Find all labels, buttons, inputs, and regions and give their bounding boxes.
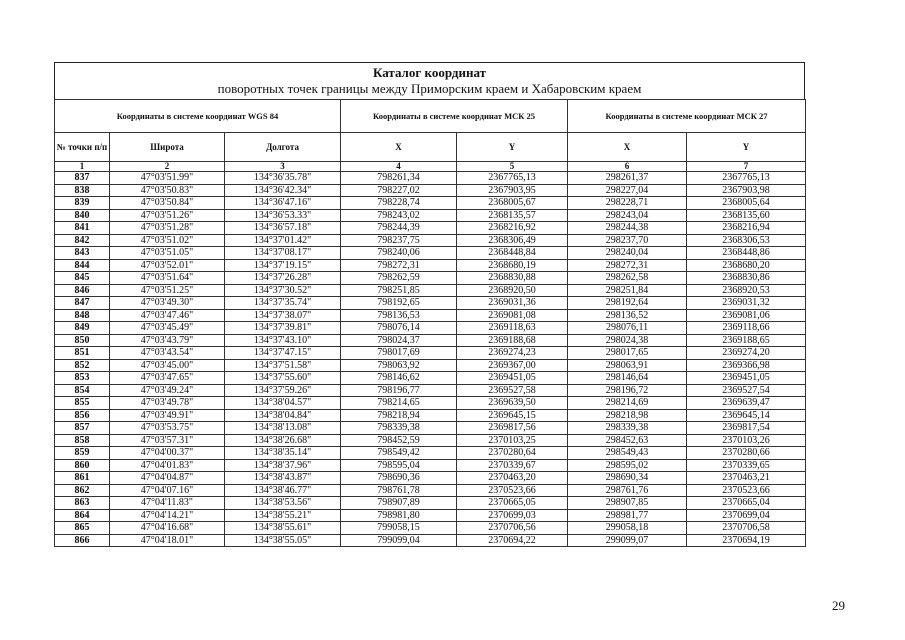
system-msk25-header: Координаты в системе координат МСК 25 [341,100,568,133]
col-number: 7 [687,162,806,172]
table-row [55,384,806,397]
msk25-y-cell: 2370463,20 [457,472,568,485]
table-row [55,197,806,210]
table-row [55,272,806,285]
msk25-x-cell: 798272,31 [341,259,457,272]
longitude-cell: 134°38'04.84" [225,409,341,422]
point-number-cell: 860 [55,459,110,472]
msk25-y-cell: 2370339,67 [457,459,568,472]
longitude-cell: 134°38'55.21" [225,509,341,522]
msk27-x-cell: 298549,43 [568,447,687,460]
msk25-x-cell: 798237,75 [341,234,457,247]
msk25-x-cell: 798228,74 [341,197,457,210]
msk25-y-cell: 2370103,25 [457,434,568,447]
longitude-cell: 134°38'46.77" [225,484,341,497]
msk25-y-cell: 2368216,92 [457,222,568,235]
latitude-cell: 47°03'51.26" [110,209,225,222]
point-number-cell: 842 [55,234,110,247]
msk27-y-cell: 2369645,14 [687,409,806,422]
table-row [55,459,806,472]
latitude-cell: 47°03'57.31" [110,434,225,447]
table-row [55,259,806,272]
point-number-cell: 864 [55,509,110,522]
latitude-cell: 47°03'49.24" [110,384,225,397]
msk27-y-cell: 2369274,20 [687,347,806,360]
point-number-cell: 838 [55,184,110,197]
msk27-y-cell: 2369081,06 [687,309,806,322]
msk25-x-cell: 798136,53 [341,309,457,322]
column-header-row [55,133,806,162]
longitude-cell: 134°36'42.34" [225,184,341,197]
msk27-y-cell: 2368216,94 [687,222,806,235]
longitude-cell: 134°37'38.07" [225,309,341,322]
msk27-x-cell: 298339,38 [568,422,687,435]
point-number-cell: 858 [55,434,110,447]
msk27-x-cell: 298761,76 [568,484,687,497]
msk27-x-cell: 298218,98 [568,409,687,422]
msk25-x-cell: 798192,65 [341,297,457,310]
longitude-cell: 134°37'26.28" [225,272,341,285]
longitude-cell: 134°37'19.15" [225,259,341,272]
msk27-x-cell: 298262,58 [568,272,687,285]
msk25-y-cell: 2368306,49 [457,234,568,247]
msk25-x-cell: 798243,02 [341,209,457,222]
point-number-cell: 861 [55,472,110,485]
point-number-cell: 847 [55,297,110,310]
msk25-y-cell: 2370699,03 [457,509,568,522]
longitude-cell: 134°38'35.14" [225,447,341,460]
table-row [55,359,806,372]
point-number-cell: 862 [55,484,110,497]
latitude-cell: 47°03'47.65" [110,372,225,385]
msk27-x-cell: 298192,64 [568,297,687,310]
msk27-x-cell: 298228,71 [568,197,687,210]
msk27-y-cell: 2370339,65 [687,459,806,472]
col-number: 2 [110,162,225,172]
msk27-x-cell: 298227,04 [568,184,687,197]
msk27-y-cell: 2368680,20 [687,259,806,272]
point-number-cell: 845 [55,272,110,285]
msk27-x-cell: 299058,18 [568,522,687,535]
table-row [55,309,806,322]
latitude-cell: 47°03'49.91" [110,409,225,422]
system-wgs84-header: Координаты в системе координат WGS 84 [55,100,341,133]
coordinate-catalog-sheet [54,62,805,547]
latitude-cell: 47°03'50.83" [110,184,225,197]
msk27-y-cell: 2368920,53 [687,284,806,297]
system-header-row [55,100,806,133]
msk25-x-cell: 798244,39 [341,222,457,235]
longitude-cell: 134°37'30.52" [225,284,341,297]
msk27-y-cell: 2370523,66 [687,484,806,497]
msk25-x-cell: 798907,89 [341,497,457,510]
latitude-cell: 47°03'45.49" [110,322,225,335]
longitude-cell: 134°37'08.17" [225,247,341,260]
table-row [55,234,806,247]
msk25-y-cell: 2368005,67 [457,197,568,210]
msk25-y-cell: 2370280,64 [457,447,568,460]
catalog-title: Каталог координат [372,65,486,80]
longitude-cell: 134°38'43.87" [225,472,341,485]
msk27-y-cell: 2370103,26 [687,434,806,447]
msk27-y-cell: 2370280,66 [687,447,806,460]
latitude-cell: 47°04'00.37" [110,447,225,460]
col-number: 3 [225,162,341,172]
msk27-x-cell: 298251,84 [568,284,687,297]
msk27-x-cell: 298136,52 [568,309,687,322]
latitude-cell: 47°03'51.02" [110,234,225,247]
msk25-x-cell: 798339,38 [341,422,457,435]
longitude-cell: 134°38'53.56" [225,497,341,510]
table-row [55,447,806,460]
msk25-y-cell: 2370665,05 [457,497,568,510]
latitude-cell: 47°03'43.79" [110,334,225,347]
longitude-cell: 134°36'53.33" [225,209,341,222]
table-row [55,184,806,197]
latitude-cell: 47°03'49.30" [110,297,225,310]
col-number: 5 [457,162,568,172]
msk25-y-cell: 2369817,56 [457,422,568,435]
point-number-cell: 851 [55,347,110,360]
msk25-x-cell: 798452,59 [341,434,457,447]
msk27-y-cell: 2370694,19 [687,534,806,547]
table-row [55,497,806,510]
msk27-y-cell: 2370699,04 [687,509,806,522]
msk27-x-cell: 298595,02 [568,459,687,472]
msk27-x-cell: 298244,38 [568,222,687,235]
point-number-cell: 856 [55,409,110,422]
latitude-cell: 47°04'18.01" [110,534,225,547]
msk27-y-cell: 2369118,66 [687,322,806,335]
point-number-cell: 866 [55,534,110,547]
msk25-y-cell: 2369451,05 [457,372,568,385]
msk27-y-cell: 2370665,04 [687,497,806,510]
longitude-cell: 134°38'13.08" [225,422,341,435]
latitude-cell: 47°03'47.46" [110,309,225,322]
table-row [55,334,806,347]
msk25-x-cell: 798017,69 [341,347,457,360]
msk25-x-cell: 798218,94 [341,409,457,422]
longitude-cell: 134°37'47.15" [225,347,341,360]
table-row [55,222,806,235]
msk25-y-cell: 2368680,19 [457,259,568,272]
table-row [55,484,806,497]
latitude-cell: 47°03'49.78" [110,397,225,410]
msk27-y-cell: 2369639,47 [687,397,806,410]
point-number-cell: 848 [55,309,110,322]
longitude-cell: 134°38'26.68" [225,434,341,447]
msk25-x-cell: 798261,34 [341,172,457,185]
col-number: 6 [568,162,687,172]
msk25-x-cell: 799058,15 [341,522,457,535]
col-number: 1 [55,162,110,172]
msk25-x-cell: 798146,62 [341,372,457,385]
longitude-cell: 134°37'01.42" [225,234,341,247]
table-row [55,472,806,485]
msk27-x-cell: 298261,37 [568,172,687,185]
table-row [55,509,806,522]
longitude-cell: 134°36'47.16" [225,197,341,210]
msk27-y-cell: 2368830,86 [687,272,806,285]
col-header-point-no: № точки п/п [55,133,110,162]
latitude-cell: 47°04'14.21" [110,509,225,522]
longitude-cell: 134°38'37.96" [225,459,341,472]
latitude-cell: 47°03'52.01" [110,259,225,272]
point-number-cell: 854 [55,384,110,397]
col-header-latitude: Широта [110,133,225,162]
page-number: 29 [832,598,845,613]
table-row [55,397,806,410]
msk27-y-cell: 2368306,53 [687,234,806,247]
msk27-x-cell: 298981,77 [568,509,687,522]
msk25-x-cell: 798076,14 [341,322,457,335]
msk27-y-cell: 2370706,58 [687,522,806,535]
point-number-cell: 855 [55,397,110,410]
point-number-cell: 837 [55,172,110,185]
point-number-cell: 863 [55,497,110,510]
msk25-x-cell: 798690,36 [341,472,457,485]
table-row [55,347,806,360]
msk27-y-cell: 2369817,54 [687,422,806,435]
msk25-y-cell: 2369274,23 [457,347,568,360]
latitude-cell: 47°03'51.99" [110,172,225,185]
system-msk27-header: Координаты в системе координат МСК 27 [568,100,806,133]
msk25-y-cell: 2369081,08 [457,309,568,322]
point-number-cell: 857 [55,422,110,435]
msk25-x-cell: 798262,59 [341,272,457,285]
msk27-y-cell: 2367903,98 [687,184,806,197]
table-row [55,422,806,435]
msk25-y-cell: 2370523,66 [457,484,568,497]
msk25-x-cell: 798214,65 [341,397,457,410]
msk27-y-cell: 2368005,64 [687,197,806,210]
latitude-cell: 47°03'51.25" [110,284,225,297]
longitude-cell: 134°37'35.74" [225,297,341,310]
point-number-cell: 852 [55,359,110,372]
coordinate-table [54,99,806,547]
msk27-y-cell: 2369188,65 [687,334,806,347]
msk25-y-cell: 2369527,58 [457,384,568,397]
msk27-x-cell: 298063,91 [568,359,687,372]
msk27-x-cell: 298214,69 [568,397,687,410]
msk27-x-cell: 298243,04 [568,209,687,222]
msk27-x-cell: 298017,65 [568,347,687,360]
catalog-title-box [54,62,805,99]
longitude-cell: 134°38'55.05" [225,534,341,547]
msk27-y-cell: 2368448,86 [687,247,806,260]
msk27-y-cell: 2369527,54 [687,384,806,397]
point-number-cell: 840 [55,209,110,222]
col-number: 4 [341,162,457,172]
msk25-y-cell: 2368920,50 [457,284,568,297]
msk25-x-cell: 798595,04 [341,459,457,472]
table-row [55,297,806,310]
col-header-msk25-x: X [341,133,457,162]
longitude-cell: 134°37'59.26" [225,384,341,397]
point-number-cell: 843 [55,247,110,260]
latitude-cell: 47°03'53.75" [110,422,225,435]
point-number-cell: 865 [55,522,110,535]
msk25-y-cell: 2370694,22 [457,534,568,547]
msk25-y-cell: 2369639,50 [457,397,568,410]
longitude-cell: 134°37'55.60" [225,372,341,385]
col-header-msk25-y: Y [457,133,568,162]
msk25-x-cell: 798251,85 [341,284,457,297]
table-row [55,322,806,335]
col-header-longitude: Долгота [225,133,341,162]
point-number-cell: 839 [55,197,110,210]
longitude-cell: 134°37'43.10" [225,334,341,347]
point-number-cell: 859 [55,447,110,460]
msk27-y-cell: 2369031,32 [687,297,806,310]
msk25-y-cell: 2368448,84 [457,247,568,260]
msk25-x-cell: 798549,42 [341,447,457,460]
msk25-x-cell: 798024,37 [341,334,457,347]
msk25-y-cell: 2370706,56 [457,522,568,535]
table-row [55,409,806,422]
msk25-y-cell: 2369367,00 [457,359,568,372]
msk27-x-cell: 298076,11 [568,322,687,335]
latitude-cell: 47°03'45.00" [110,359,225,372]
msk25-x-cell: 798240,06 [341,247,457,260]
latitude-cell: 47°03'50.84" [110,197,225,210]
catalog-subtitle: поворотных точек границы между Приморским краем и Хабаровским краем [217,81,642,96]
latitude-cell: 47°04'07.16" [110,484,225,497]
msk25-x-cell: 798761,78 [341,484,457,497]
msk25-y-cell: 2368135,57 [457,209,568,222]
longitude-cell: 134°37'39.81" [225,322,341,335]
latitude-cell: 47°03'51.64" [110,272,225,285]
msk27-x-cell: 298024,38 [568,334,687,347]
msk25-x-cell: 798196,77 [341,384,457,397]
msk27-x-cell: 298196,72 [568,384,687,397]
point-number-cell: 844 [55,259,110,272]
msk25-x-cell: 798063,92 [341,359,457,372]
msk27-y-cell: 2370463,21 [687,472,806,485]
longitude-cell: 134°38'55.61" [225,522,341,535]
msk27-x-cell: 298690,34 [568,472,687,485]
point-number-cell: 850 [55,334,110,347]
msk27-x-cell: 298907,85 [568,497,687,510]
latitude-cell: 47°04'01.83" [110,459,225,472]
msk25-y-cell: 2367765,13 [457,172,568,185]
msk27-x-cell: 298240,04 [568,247,687,260]
latitude-cell: 47°03'51.05" [110,247,225,260]
msk27-x-cell: 298452,63 [568,434,687,447]
table-row [55,522,806,535]
table-row [55,247,806,260]
column-number-row [55,162,806,172]
msk25-y-cell: 2369031,36 [457,297,568,310]
latitude-cell: 47°03'43.54" [110,347,225,360]
longitude-cell: 134°37'51.58" [225,359,341,372]
msk27-x-cell: 298146,64 [568,372,687,385]
point-number-cell: 841 [55,222,110,235]
point-number-cell: 846 [55,284,110,297]
msk25-y-cell: 2369188,68 [457,334,568,347]
table-row [55,209,806,222]
table-row [55,284,806,297]
table-row [55,534,806,547]
longitude-cell: 134°36'57.18" [225,222,341,235]
msk27-x-cell: 298272,31 [568,259,687,272]
table-row [55,172,806,185]
msk27-y-cell: 2367765,13 [687,172,806,185]
point-number-cell: 853 [55,372,110,385]
msk25-y-cell: 2367903,95 [457,184,568,197]
msk27-x-cell: 299099,07 [568,534,687,547]
latitude-cell: 47°04'16.68" [110,522,225,535]
msk27-y-cell: 2368135,60 [687,209,806,222]
msk27-x-cell: 298237,70 [568,234,687,247]
latitude-cell: 47°04'11.83" [110,497,225,510]
msk25-x-cell: 798227,02 [341,184,457,197]
msk27-y-cell: 2369451,05 [687,372,806,385]
msk25-y-cell: 2369118,63 [457,322,568,335]
col-header-msk27-y: Y [687,133,806,162]
table-row [55,434,806,447]
longitude-cell: 134°38'04.57" [225,397,341,410]
msk27-y-cell: 2369366,98 [687,359,806,372]
msk25-y-cell: 2368830,88 [457,272,568,285]
longitude-cell: 134°36'35.78" [225,172,341,185]
latitude-cell: 47°03'51.28" [110,222,225,235]
latitude-cell: 47°04'04.87" [110,472,225,485]
col-header-msk27-x: X [568,133,687,162]
msk25-y-cell: 2369645,15 [457,409,568,422]
table-row [55,372,806,385]
msk25-x-cell: 799099,04 [341,534,457,547]
point-number-cell: 849 [55,322,110,335]
msk25-x-cell: 798981,80 [341,509,457,522]
